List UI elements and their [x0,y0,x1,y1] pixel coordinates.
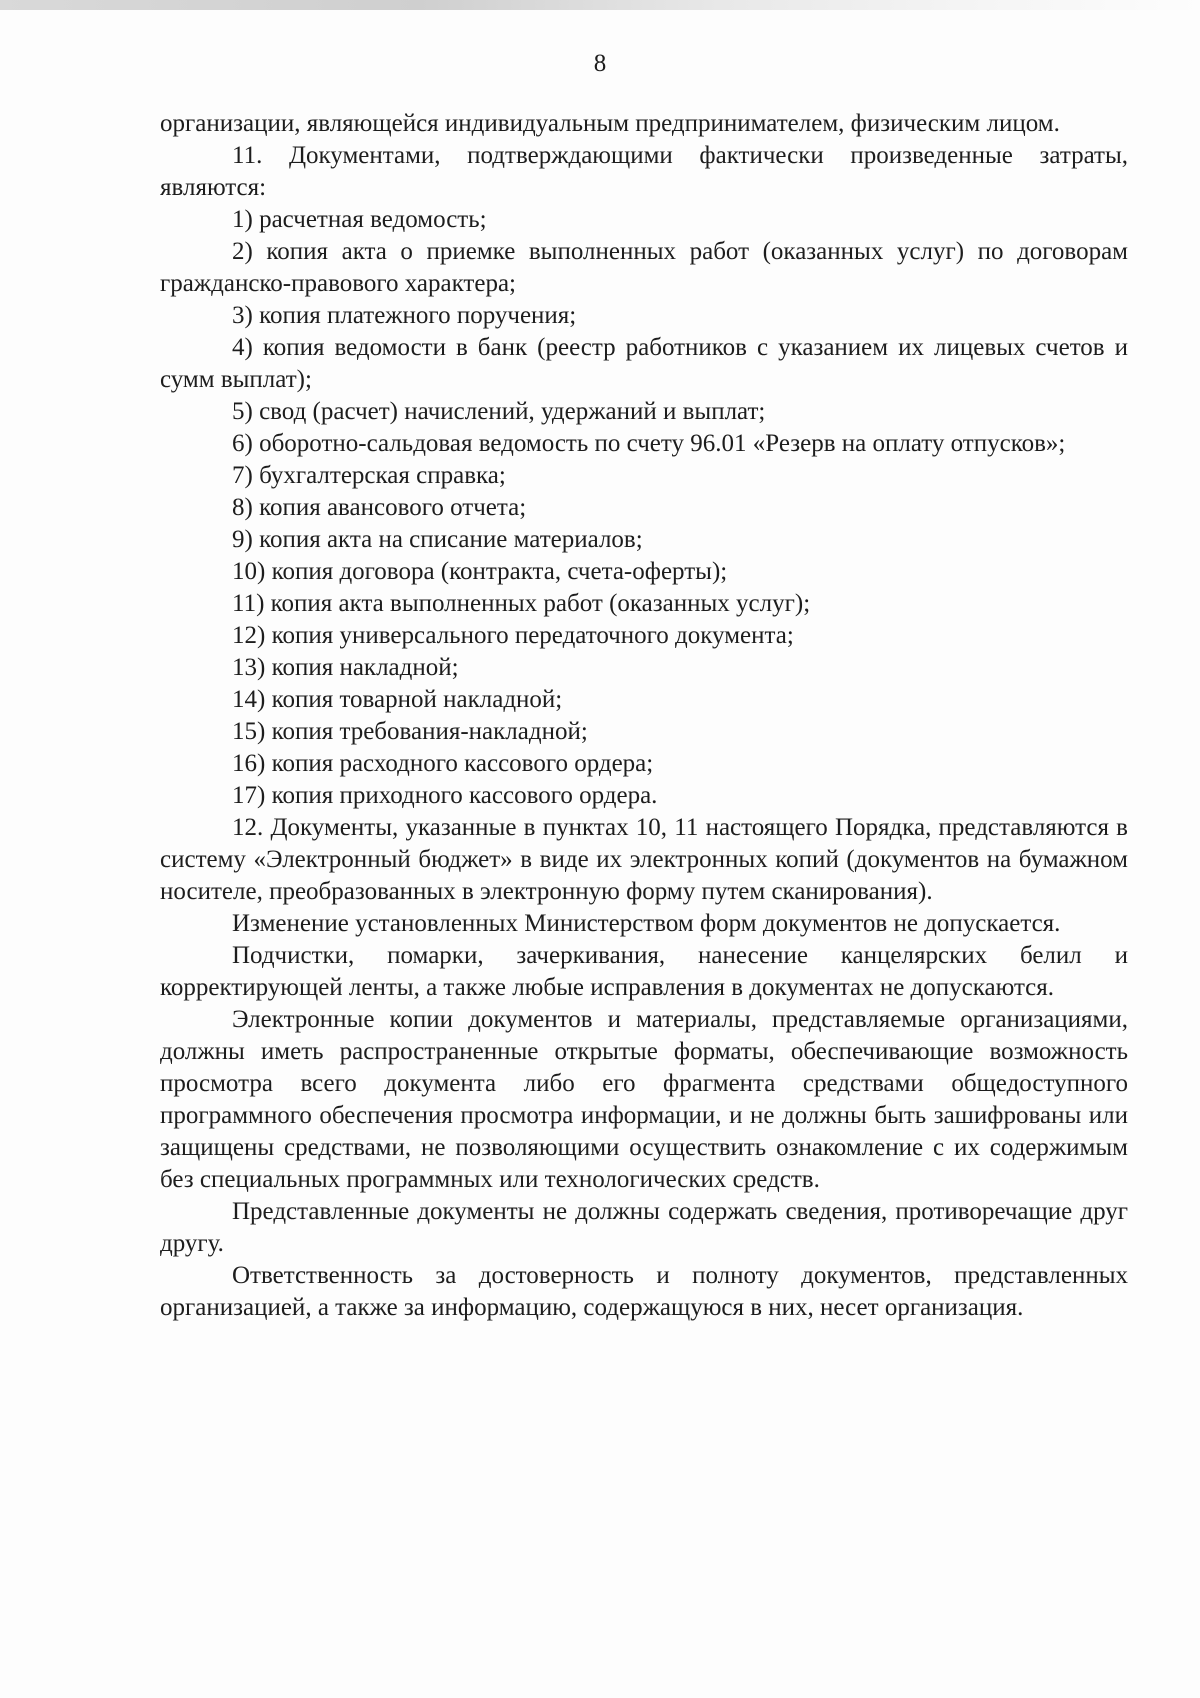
paragraph: Ответственность за достоверность и полноту документов, представленных организацией, а также за информацию, содержащуюся в них, несет организация. [160,1262,1128,1321]
list-item: 8) копия авансового отчета; [232,494,527,521]
list-item: 15) копия требования-накладной; [232,718,588,745]
list-item: 13) копия накладной; [232,654,459,681]
scan-edge [0,0,1200,10]
paragraph: Подчистки, помарки, зачеркивания, нанесение канцелярских белил и корректирующей ленты, а также любые исправления в документах не допускаются. [160,942,1128,1001]
list-item: 17) копия приходного кассового ордера. [232,782,658,809]
page-number: 8 [593,50,607,77]
list-item: 6) оборотно-сальдовая ведомость по счету 96.01 «Резерв на оплату отпусков»; [232,430,1066,457]
list-item: 9) копия акта на списание материалов; [232,526,643,553]
document-body [160,108,1128,1324]
list-item: 7) бухгалтерская справка; [232,462,506,489]
paragraph: Изменение установленных Министерством форм документов не допускается. [232,910,1061,937]
list-item: 1) расчетная ведомость; [232,206,487,233]
list-item: 16) копия расходного кассового ордера; [232,750,654,777]
list-item: 2) копия акта о приемке выполненных работ (оказанных услуг) по договорам гражданско-правового характера; [160,238,1128,297]
paragraph: 12. Документы, указанные в пунктах 10, 11 настоящего Порядка, представляются в систему «Электронный бюджет» в виде их электронных копий (документов на бумажном носителе, преобразованных в электронную форму путем сканирования). [160,814,1128,905]
list-item: 5) свод (расчет) начислений, удержаний и выплат; [232,398,766,425]
paragraph: организации, являющейся индивидуальным предпринимателем, физическим лицом. [160,110,1060,137]
paragraph: Электронные копии документов и материалы, представляемые организациями, должны иметь распространенные открытые форматы, обеспечивающие возможность просмотра всего документа либо его фрагмента средствами общедоступного программного обеспечения просмотра информации, и не должны быть зашифрованы или защищены средствами, не позволяющими осуществить ознакомление с их содержимым без специальных программных или технологических средств. [160,1006,1128,1193]
list-item: 14) копия товарной накладной; [232,686,563,713]
list-item: 10) копия договора (контракта, счета-оферты); [232,558,728,585]
list-item: 12) копия универсального передаточного документа; [232,622,794,649]
list-item: 4) копия ведомости в банк (реестр работников с указанием их лицевых счетов и сумм выплат); [160,334,1128,393]
paragraph: 11. Документами, подтверждающими фактически произведенные затраты, являются: [160,142,1128,201]
paragraph: Представленные документы не должны содержать сведения, противоречащие друг другу. [160,1198,1128,1257]
list-item: 11) копия акта выполненных работ (оказанных услуг); [232,590,811,617]
list-item: 3) копия платежного поручения; [232,302,577,329]
